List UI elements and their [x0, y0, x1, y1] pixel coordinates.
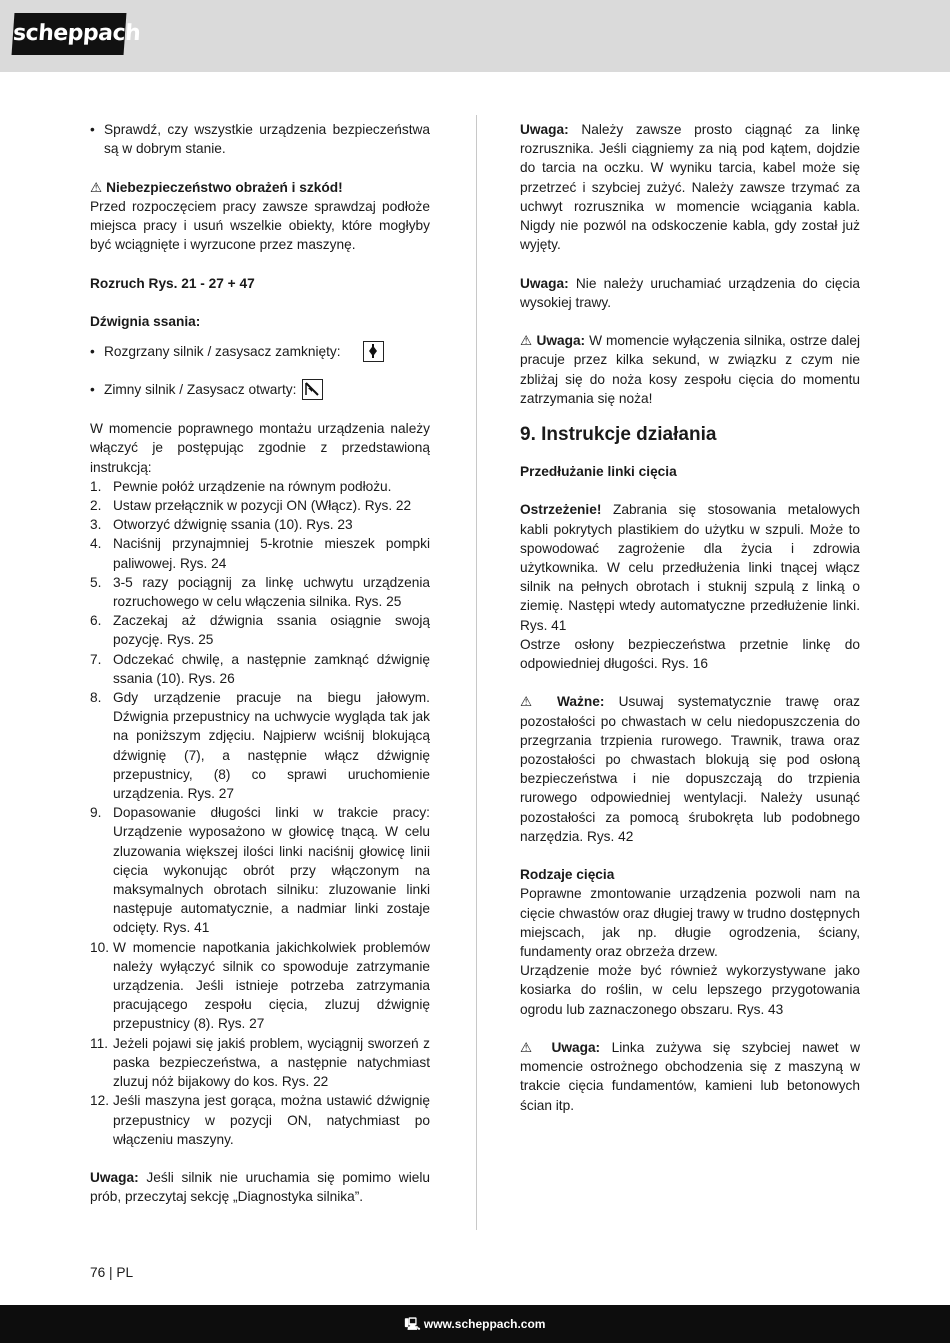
- warning-block: Ostrzeżenie! Zabrania się stosowania metalowych kabli pokrytych plastikiem do użytku w szpuli. Może to spowodować zagrożenie dla życia i zdrowia użytkownika. W celu przedłużenia linki tnącej włącz silnik na pełnych obrotach i stuknij szpulą z linką o ziemię. Następi wtedy automatyczne przedłużenie linki. Rys. 41: [520, 502, 860, 633]
- left-column: [90, 120, 430, 1207]
- choke-heading: Dźwignia ssania:: [90, 313, 201, 329]
- note-block: Uwaga: Jeśli silnik nie uruchamia się pomimo wielu prób, przeczytaj sekcję „Diagnostyka silnika”.: [90, 1170, 430, 1205]
- list-item: • Sprawdź, czy wszystkie urządzenia bezpieczeństwa są w dobrym stanie.: [90, 122, 430, 157]
- brand-logo: scheppach: [12, 13, 127, 55]
- note-block: Uwaga: Należy zawsze prosto ciągnąć za linkę rozrusznika. Jeśli ciągniemy za nią pod kątem, dojdzie do tarcia na oczku. W wyniku tarcia, kabel może się przetrzeć i szybciej zużyć. Należy zawsze trzymać za uchwyt rozrusznika w momencie wciągania kabla. Nigdy nie pozwól na odskoczenie kabla, gdy został już wyjęty.: [520, 122, 860, 253]
- page-number: 76 | PL: [90, 1265, 134, 1280]
- step-item: 1. Pewnie połóż urządzenie na równym podłożu.: [90, 478, 392, 494]
- start-heading: Rozruch Rys. 21 - 27 + 47: [90, 275, 255, 291]
- note-block: Uwaga: Nie należy uruchamiać urządzenia do cięcia wysokiej trawy.: [520, 275, 860, 310]
- step-item: 2. Ustaw przełącznik w pozycji ON (Włącz). Rys. 22: [90, 498, 412, 513]
- section-title: 9. Instrukcje działania: [520, 424, 717, 446]
- warning-icon: ⚠: [90, 179, 103, 195]
- note-block: ⚠ Uwaga: Linka zużywa się szybciej nawet w momencie ostrożnego obchodzenia się z maszyną w trakcie cięcia fundamentów, kamieni lub betonowych ścian itp.: [520, 1040, 860, 1113]
- paragraph: Ostrze osłony bezpieczeństwa przetnie linkę do odpowiedniej długości. Rys. 16: [520, 636, 860, 672]
- important-block: ⚠ Ważne: Usuwaj systematycznie trawę oraz pozostałości po chwastach w celu niedopuszczenia do przegrzania trzpienia rurowego. Trawnik, trawa oraz pozostałości po chwastach blokują się pod osłoną bezpieczeństwa i nie dopuszczają do trzpienia rurowego odpowiedniej wentylacji. Należy usunąć pozostałości za pomocą śrubokręta lub podobnego narzędzia. Rys. 42: [520, 694, 860, 844]
- column-divider: [476, 115, 477, 1230]
- subheading: Przedłużanie linki cięcia: [520, 464, 677, 480]
- step-item: 12. Jeśli maszyna jest gorąca, można ustawić dźwignię przepustnicy w pozycji ON, natychmiast po włączeniu maszyny.: [90, 1093, 430, 1147]
- steps-list: [90, 477, 430, 1149]
- step-item: 6. Zaczekaj aż dźwignia ssania osiągnie swoją pozycję. Rys. 25: [90, 613, 430, 648]
- warning-icon: ⚠: [520, 694, 543, 710]
- list-item: • Rozgrzany silnik / zasysacz zamknięty:: [90, 332, 430, 370]
- step-item: 7. Odczekać chwilę, a następnie zamknąć dźwignię ssania (10). Rys. 26: [90, 651, 430, 686]
- step-item: 11. Jeżeli pojawi się jakiś problem, wyciągnij sworzeń z paska bezpieczeństwa, a następnie natychmiast zluzuj nóż bijakowy do kos. Rys. 22: [90, 1035, 430, 1090]
- step-item: 9. Dopasowanie długości linki w trakcie pracy: Urządzenie wyposażono w głowicę tnącą. W celu zluzowania większej ilości linki naciśnij głowicę linii cięcia wykonując obrót przy włączonym na maksymalnych obrotach silniku: zluzowanie linki następuje automatycznie, a nadmiar linki zostaje odcięty. Rys. 41: [90, 805, 430, 936]
- warning-icon: ⚠: [520, 1040, 540, 1056]
- step-item: 3. Otworzyć dźwignię ssania (10). Rys. 23: [90, 517, 353, 533]
- choke-closed-icon: [363, 341, 384, 362]
- step-item: 8. Gdy urządzenie pracuje na biegu jałowym. Dźwignia przepustnicy na uchwycie wygląda tak jak na poniższym zdjęciu. Najpierw wciśnij blokującą dźwignię (7), a następnie włącz dźwignię przepustnicy, (8) co sprawi uruchomienie urządzenia. Rys. 27: [90, 690, 430, 802]
- paragraph: Poprawne zmontowanie urządzenia pozwoli nam na cięcie chwastów oraz długiej trawy w trudno dostępnych miejscach, jak np. długie ogrodzenia, ściany, fundamenty oraz obrzeża drzew.: [520, 886, 860, 960]
- note-block: ⚠ Uwaga: W momencie wyłączenia silnika, ostrze dalej pracuje przez kilka sekund, w związku z czym nie zbliżaj się do noża kosy zespołu cięcia do momentu zatrzymania się noża!: [520, 333, 860, 406]
- right-column: [520, 120, 860, 1115]
- website-link[interactable]: www.scheppach.com: [423, 1317, 546, 1331]
- footer-bar: [0, 1305, 950, 1343]
- warning-icon: ⚠: [520, 333, 533, 349]
- step-item: 4. Naciśnij przynajmniej 5-krotnie mieszek pompki paliwowej. Rys. 24: [90, 536, 430, 571]
- step-item: 10. W momencie napotkania jakichkolwiek problemów należy wyłączyć silnik co spowoduje zatrzymanie urządzenia. Jeśli istnieje potrzeba zatrzymania pracującego zespołu cięcia, zluzuj dźwignię przepustnicy (8). Rys. 27: [90, 939, 430, 1032]
- danger-block: ⚠ Niebezpieczeństwo obrażeń i szkód! Przed rozpoczęciem pracy zawsze sprawdzaj podłoże miejsca pracy i usuń wszelkie obiekty, które mogłyby być wciągnięte i wyrzucone przez maszynę.: [90, 179, 430, 253]
- header-bar: [0, 0, 950, 72]
- subheading: Rodzaje cięcia: [520, 867, 615, 883]
- step-item: 5. 3-5 razy pociągnij za linkę uchwytu urządzenia rozruchowego w celu włączenia silnika. Rys. 25: [90, 574, 430, 610]
- choke-open-icon: [302, 379, 323, 400]
- list-item: • Zimny silnik / Zasysacz otwarty:: [90, 370, 430, 408]
- intro-text: W momencie poprawnego montażu urządzenia należy włączyć je postępując zgodnie z przedstawioną instrukcją:: [90, 421, 430, 475]
- computer-icon: 🖳: [404, 1317, 421, 1331]
- paragraph: Urządzenie może być również wykorzystywane jako kosiarka do roślin, w celu lepszego przygotowania ogrodu lub zaznaczonego obszaru. Rys. 43: [520, 963, 860, 1017]
